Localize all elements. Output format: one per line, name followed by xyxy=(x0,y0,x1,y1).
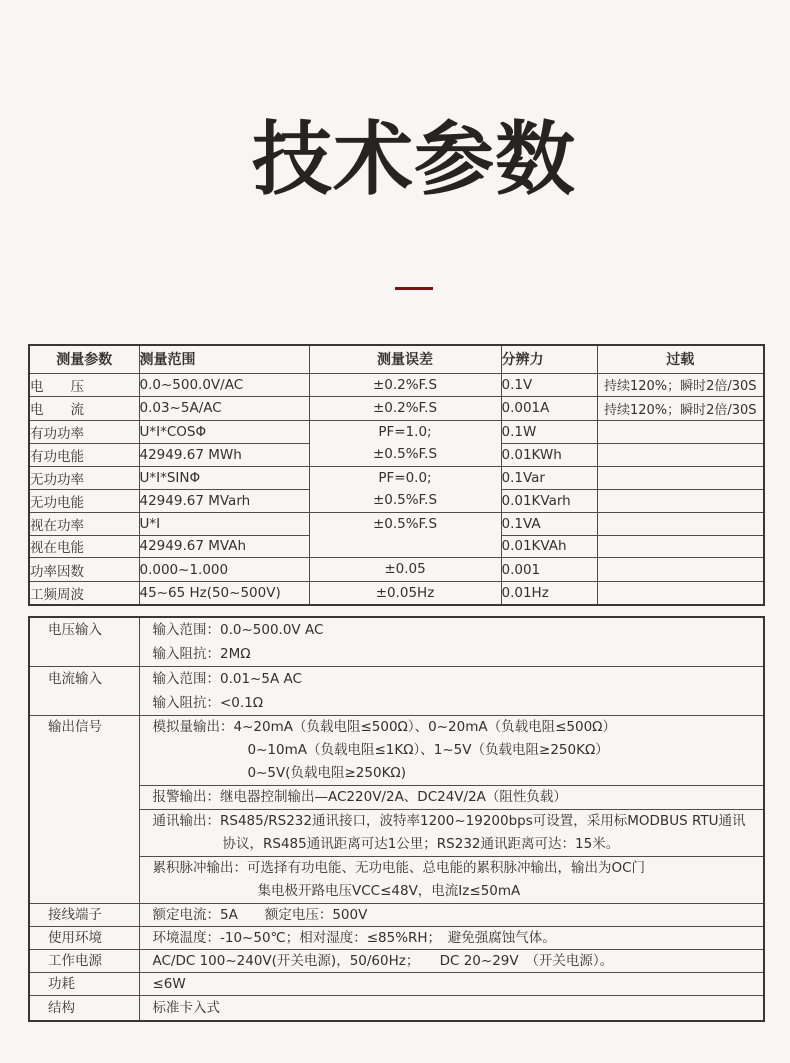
overload-cell xyxy=(597,513,764,536)
error-cell xyxy=(309,581,501,605)
resolution-cell: 0.001 xyxy=(501,558,597,582)
error-line: PF=0.0; xyxy=(378,469,432,486)
spec-label-cell: 电流输入 xyxy=(29,667,139,716)
spec-row xyxy=(29,667,764,716)
col-header-2: 测量误差 xyxy=(309,345,501,373)
overload-cell xyxy=(597,558,764,582)
spec-line: 0~5V(负载电阻≥250KΩ) xyxy=(247,765,407,781)
range-cell: U*I*SINΦ xyxy=(139,466,309,489)
spec-content-cell xyxy=(139,927,764,950)
range-cell: 45~65 Hz(50~500V) xyxy=(139,581,309,605)
error-cell xyxy=(309,513,501,558)
table-row xyxy=(29,397,764,421)
table-row xyxy=(29,420,764,443)
error-line: ±0.5%F.S xyxy=(372,446,438,463)
table-row xyxy=(29,466,764,489)
spec-line: 报警输出：继电器控制输出—AC220V/2A、DC24V/2A（阻性负载） xyxy=(152,789,567,805)
spec-line: ≤6W xyxy=(152,976,186,992)
param-cell: 无功电能 xyxy=(29,489,139,512)
spec-line: 标准卡入式 xyxy=(152,1000,220,1016)
spec-line: 集电极开路电压VCC≤48V，电流Iz≤50mA xyxy=(257,883,521,899)
general-spec-table-body xyxy=(29,617,764,1021)
param-cell: 有功电能 xyxy=(29,443,139,466)
spec-content-cell xyxy=(139,667,764,716)
resolution-cell: 0.01KWh xyxy=(501,443,597,466)
spec-line: 额定电流：5A 额定电压：500V xyxy=(152,907,368,923)
overload-cell xyxy=(597,581,764,605)
overload-cell xyxy=(597,466,764,489)
error-cell xyxy=(309,466,501,512)
range-cell: 42949.67 MVAh xyxy=(139,535,309,558)
spec-row xyxy=(29,904,764,927)
overload-cell xyxy=(597,489,764,512)
error-line: ±0.5%F.S xyxy=(372,516,438,533)
range-cell: U*I xyxy=(139,513,309,536)
spec-content-cell xyxy=(139,904,764,927)
overload-cell: 持续120%；瞬时2倍/30S xyxy=(597,373,764,397)
resolution-cell: 0.01KVAh xyxy=(501,535,597,558)
error-cell xyxy=(309,558,501,582)
param-cell: 工频周波 xyxy=(29,581,139,605)
param-cell: 视在功率 xyxy=(29,513,139,536)
range-cell: 0.03~5A/AC xyxy=(139,397,309,421)
resolution-cell: 0.1VA xyxy=(501,513,597,536)
spec-row xyxy=(29,716,764,904)
spec-line: 输入阻抗：2MΩ xyxy=(152,646,251,662)
param-cell: 电 流 xyxy=(29,397,139,421)
spec-line: 通讯输出：RS485/RS232通讯接口，波特率1200~19200bps可设置，采用标MODBUS RTU通讯 xyxy=(152,813,746,829)
spec-line: AC/DC 100~240V(开关电源)，50/60Hz； DC 20~29V （开关电源）。 xyxy=(152,953,614,969)
overload-cell xyxy=(597,443,764,466)
spec-sub-block xyxy=(140,785,764,809)
general-spec-table xyxy=(28,616,765,1022)
header-row xyxy=(29,345,764,373)
param-cell: 有功功率 xyxy=(29,420,139,443)
resolution-cell: 0.1Var xyxy=(501,466,597,489)
spec-row xyxy=(29,617,764,667)
table-row xyxy=(29,373,764,397)
measurement-table-body xyxy=(29,373,764,605)
col-header-4: 过载 xyxy=(597,345,764,373)
spec-label-cell: 功耗 xyxy=(29,973,139,996)
col-header-0: 测量参数 xyxy=(29,345,139,373)
spec-sub-block xyxy=(140,716,764,785)
spec-line: 输入范围：0.0~500.0V AC xyxy=(152,622,324,638)
spec-row xyxy=(29,996,764,1022)
resolution-cell: 0.01Hz xyxy=(501,581,597,605)
table-row xyxy=(29,513,764,536)
spec-line: 模拟量输出：4~20mA（负载电阻≤500Ω）、0~20mA（负载电阻≤500Ω） xyxy=(152,719,616,735)
spec-label-cell: 使用环境 xyxy=(29,927,139,950)
error-line: ±0.5%F.S xyxy=(372,492,438,509)
error-cell xyxy=(309,397,501,421)
range-cell: 0.0~500.0V/AC xyxy=(139,373,309,397)
param-cell: 无功功率 xyxy=(29,466,139,489)
error-line: PF=1.0; xyxy=(378,423,432,440)
col-header-1: 测量范围 xyxy=(139,345,309,373)
error-cell xyxy=(309,373,501,397)
spec-label-cell: 输出信号 xyxy=(29,716,139,904)
spec-line: 环境温度：-10~50℃；相对湿度：≤85%RH； 避免强腐蚀气体。 xyxy=(152,930,556,946)
range-cell: U*I*COSΦ xyxy=(139,420,309,443)
range-cell: 42949.67 MWh xyxy=(139,443,309,466)
table-row xyxy=(29,581,764,605)
spec-content-cell xyxy=(139,973,764,996)
overload-cell xyxy=(597,420,764,443)
spec-line: 输入范围：0.01~5A AC xyxy=(152,671,302,687)
param-cell: 功率因数 xyxy=(29,558,139,582)
col-header-3: 分辨力 xyxy=(501,345,597,373)
spec-content-cell xyxy=(139,716,764,904)
spec-label-cell: 接线端子 xyxy=(29,904,139,927)
spec-label-cell: 结构 xyxy=(29,996,139,1022)
measurement-spec-table xyxy=(28,344,765,606)
title-accent-dash xyxy=(395,287,433,290)
spec-content-cell xyxy=(139,996,764,1022)
measurement-table-header xyxy=(29,345,764,373)
range-cell: 42949.67 MVarh xyxy=(139,489,309,512)
spec-line: 输入阻抗：<0.1Ω xyxy=(152,695,264,711)
error-cell xyxy=(309,420,501,466)
error-line: ±0.2%F.S xyxy=(372,400,438,417)
spec-label-cell: 工作电源 xyxy=(29,950,139,973)
resolution-cell: 0.01KVarh xyxy=(501,489,597,512)
error-line: ±0.05 xyxy=(384,561,426,578)
spec-content-cell xyxy=(139,950,764,973)
spec-row xyxy=(29,927,764,950)
range-cell: 0.000~1.000 xyxy=(139,558,309,582)
spec-sub-block xyxy=(140,809,764,856)
spec-line: 协议，RS485通讯距离可达1公里；RS232通讯距离可达：15米。 xyxy=(222,836,620,852)
page-title: 技术参数 xyxy=(252,113,576,206)
error-line: ±0.05Hz xyxy=(375,584,435,601)
resolution-cell: 0.1V xyxy=(501,373,597,397)
spec-row xyxy=(29,973,764,996)
spec-row xyxy=(29,950,764,973)
spec-content-cell xyxy=(139,617,764,667)
resolution-cell: 0.1W xyxy=(501,420,597,443)
resolution-cell: 0.001A xyxy=(501,397,597,421)
table-row xyxy=(29,558,764,582)
param-cell: 电 压 xyxy=(29,373,139,397)
param-cell: 视在电能 xyxy=(29,535,139,558)
error-line: ±0.2%F.S xyxy=(372,376,438,393)
spec-sub-block xyxy=(140,856,764,903)
overload-cell xyxy=(597,535,764,558)
spec-label-cell: 电压输入 xyxy=(29,617,139,667)
spec-line: 0~10mA（负载电阻≤1KΩ）、1~5V（负载电阻≥250KΩ） xyxy=(247,742,609,758)
overload-cell: 持续120%；瞬时2倍/30S xyxy=(597,397,764,421)
spec-line: 累积脉冲输出：可选择有功电能、无功电能、总电能的累积脉冲输出，输出为OC门 xyxy=(152,860,646,876)
